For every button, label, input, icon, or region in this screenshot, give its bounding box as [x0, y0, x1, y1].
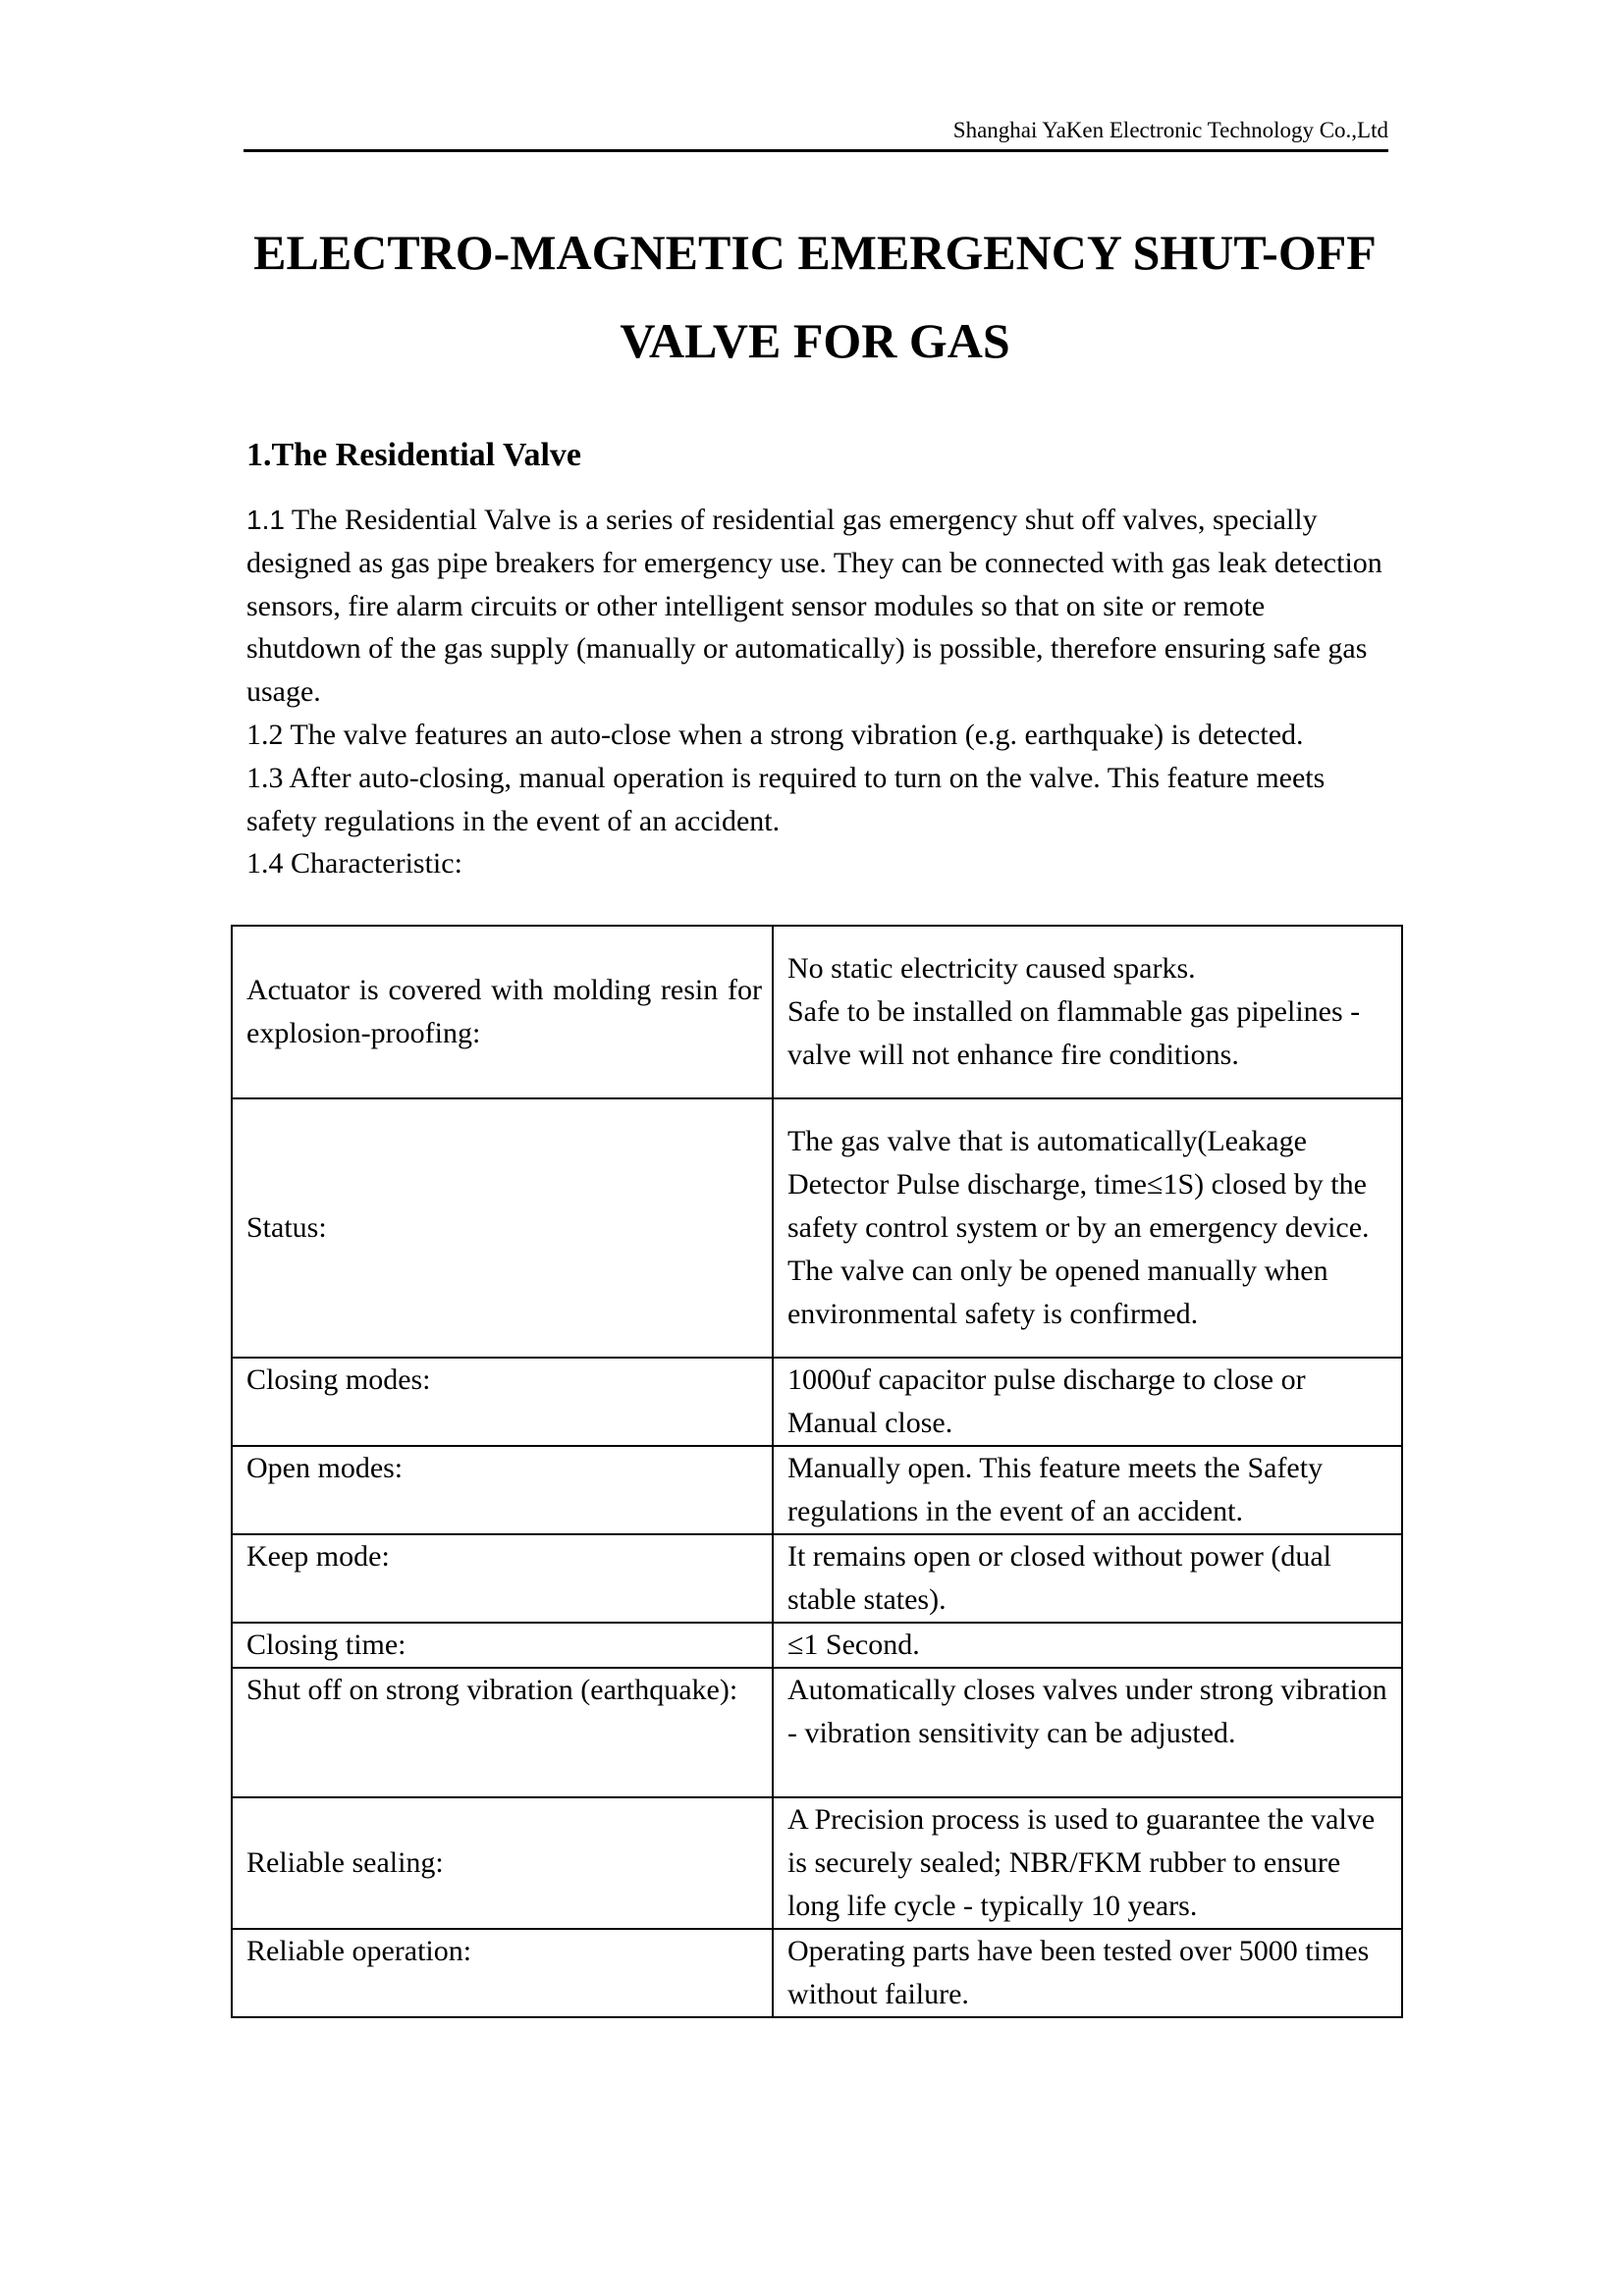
table-key-cell: Reliable operation: — [232, 1929, 773, 2017]
document-title-line-2: VALVE FOR GAS — [620, 313, 1010, 368]
table-key-cell: Reliable sealing: — [232, 1797, 773, 1929]
table-key-cell: Actuator is covered with molding resin for explosion-proofing: — [232, 926, 773, 1098]
document-title — [236, 208, 1394, 385]
table-row — [232, 1446, 1402, 1534]
table-value-cell: Operating parts have been tested over 5000 times without failure. — [773, 1929, 1402, 2017]
table-value-cell: A Precision process is used to guarantee the valve is securely sealed; NBR/FKM rubber to ensure long life cycle - typically 10 years. — [773, 1797, 1402, 1929]
section-heading: 1.The Residential Valve — [246, 437, 581, 473]
paragraph-1-3: 1.3 After auto-closing, manual operation is required to turn on the valve. This feature meets safety regulations in the event of an accident. — [246, 761, 1326, 837]
table-value-cell: Manually open. This feature meets the Safety regulations in the event of an accident. — [773, 1446, 1402, 1534]
table-key-cell: Status: — [232, 1098, 773, 1358]
value-line: No static electricity caused sparks. — [786, 952, 1196, 985]
table-key-cell: Closing time: — [232, 1623, 773, 1668]
paragraph-1-1 — [246, 499, 1385, 714]
table-value-cell: Automatically closes valves under strong vibration - vibration sensitivity can be adjusted. — [773, 1668, 1402, 1797]
paragraph-text: The Residential Valve is a series of residential gas emergency shut off valves, specially designed as gas pipe breakers for emergency use. They can be connected with gas leak detection sensors, fire alarm circuits or other intelligent sensor modules so that on site or remote shutdown of the gas supply (manually or automatically) is possible, therefore ensuring safe gas usage. — [246, 504, 1382, 709]
paragraph-1-4: 1.4 Characteristic: — [246, 847, 462, 881]
page-header — [244, 110, 1388, 152]
table-row — [232, 1929, 1402, 2017]
table-row — [232, 926, 1402, 1098]
value-line: Safe to be installed on flammable gas pipelines - valve will not enhance fire conditions. — [786, 995, 1361, 1071]
table-value-cell: 1000uf capacitor pulse discharge to close or Manual close. — [773, 1358, 1402, 1446]
table-key-cell: Closing modes: — [232, 1358, 773, 1446]
table-value-cell — [773, 926, 1402, 1098]
table-row — [232, 1358, 1402, 1446]
company-name: Shanghai YaKen Electronic Technology Co.,Ltd — [952, 118, 1388, 142]
paragraph-1-2: 1.2 The valve features an auto-close when a strong vibration (e.g. earthquake) is detected. — [246, 718, 1304, 751]
table-row — [232, 1668, 1402, 1797]
table-value-cell: It remains open or closed without power (dual stable states). — [773, 1534, 1402, 1623]
section-body — [246, 499, 1385, 885]
paragraph-number: 1.1 — [246, 505, 285, 535]
table-row — [232, 1797, 1402, 1929]
table-row — [232, 1098, 1402, 1358]
table-key-cell: Shut off on strong vibration (earthquake): — [232, 1668, 773, 1797]
table-key-cell: Keep mode: — [232, 1534, 773, 1623]
table-row — [232, 1623, 1402, 1668]
table-key-cell: Open modes: — [232, 1446, 773, 1534]
table-value-cell: The gas valve that is automatically(Leakage Detector Pulse discharge, time≤1S) closed by the safety control system or by an emergency device. The valve can only be opened manually when environmental safety is confirmed. — [773, 1098, 1402, 1358]
table-value-cell: ≤1 Second. — [773, 1623, 1402, 1668]
table-row — [232, 1534, 1402, 1623]
document-title-line-1: ELECTRO-MAGNETIC EMERGENCY SHUT-OFF — [253, 225, 1377, 280]
characteristic-table — [231, 925, 1403, 2018]
